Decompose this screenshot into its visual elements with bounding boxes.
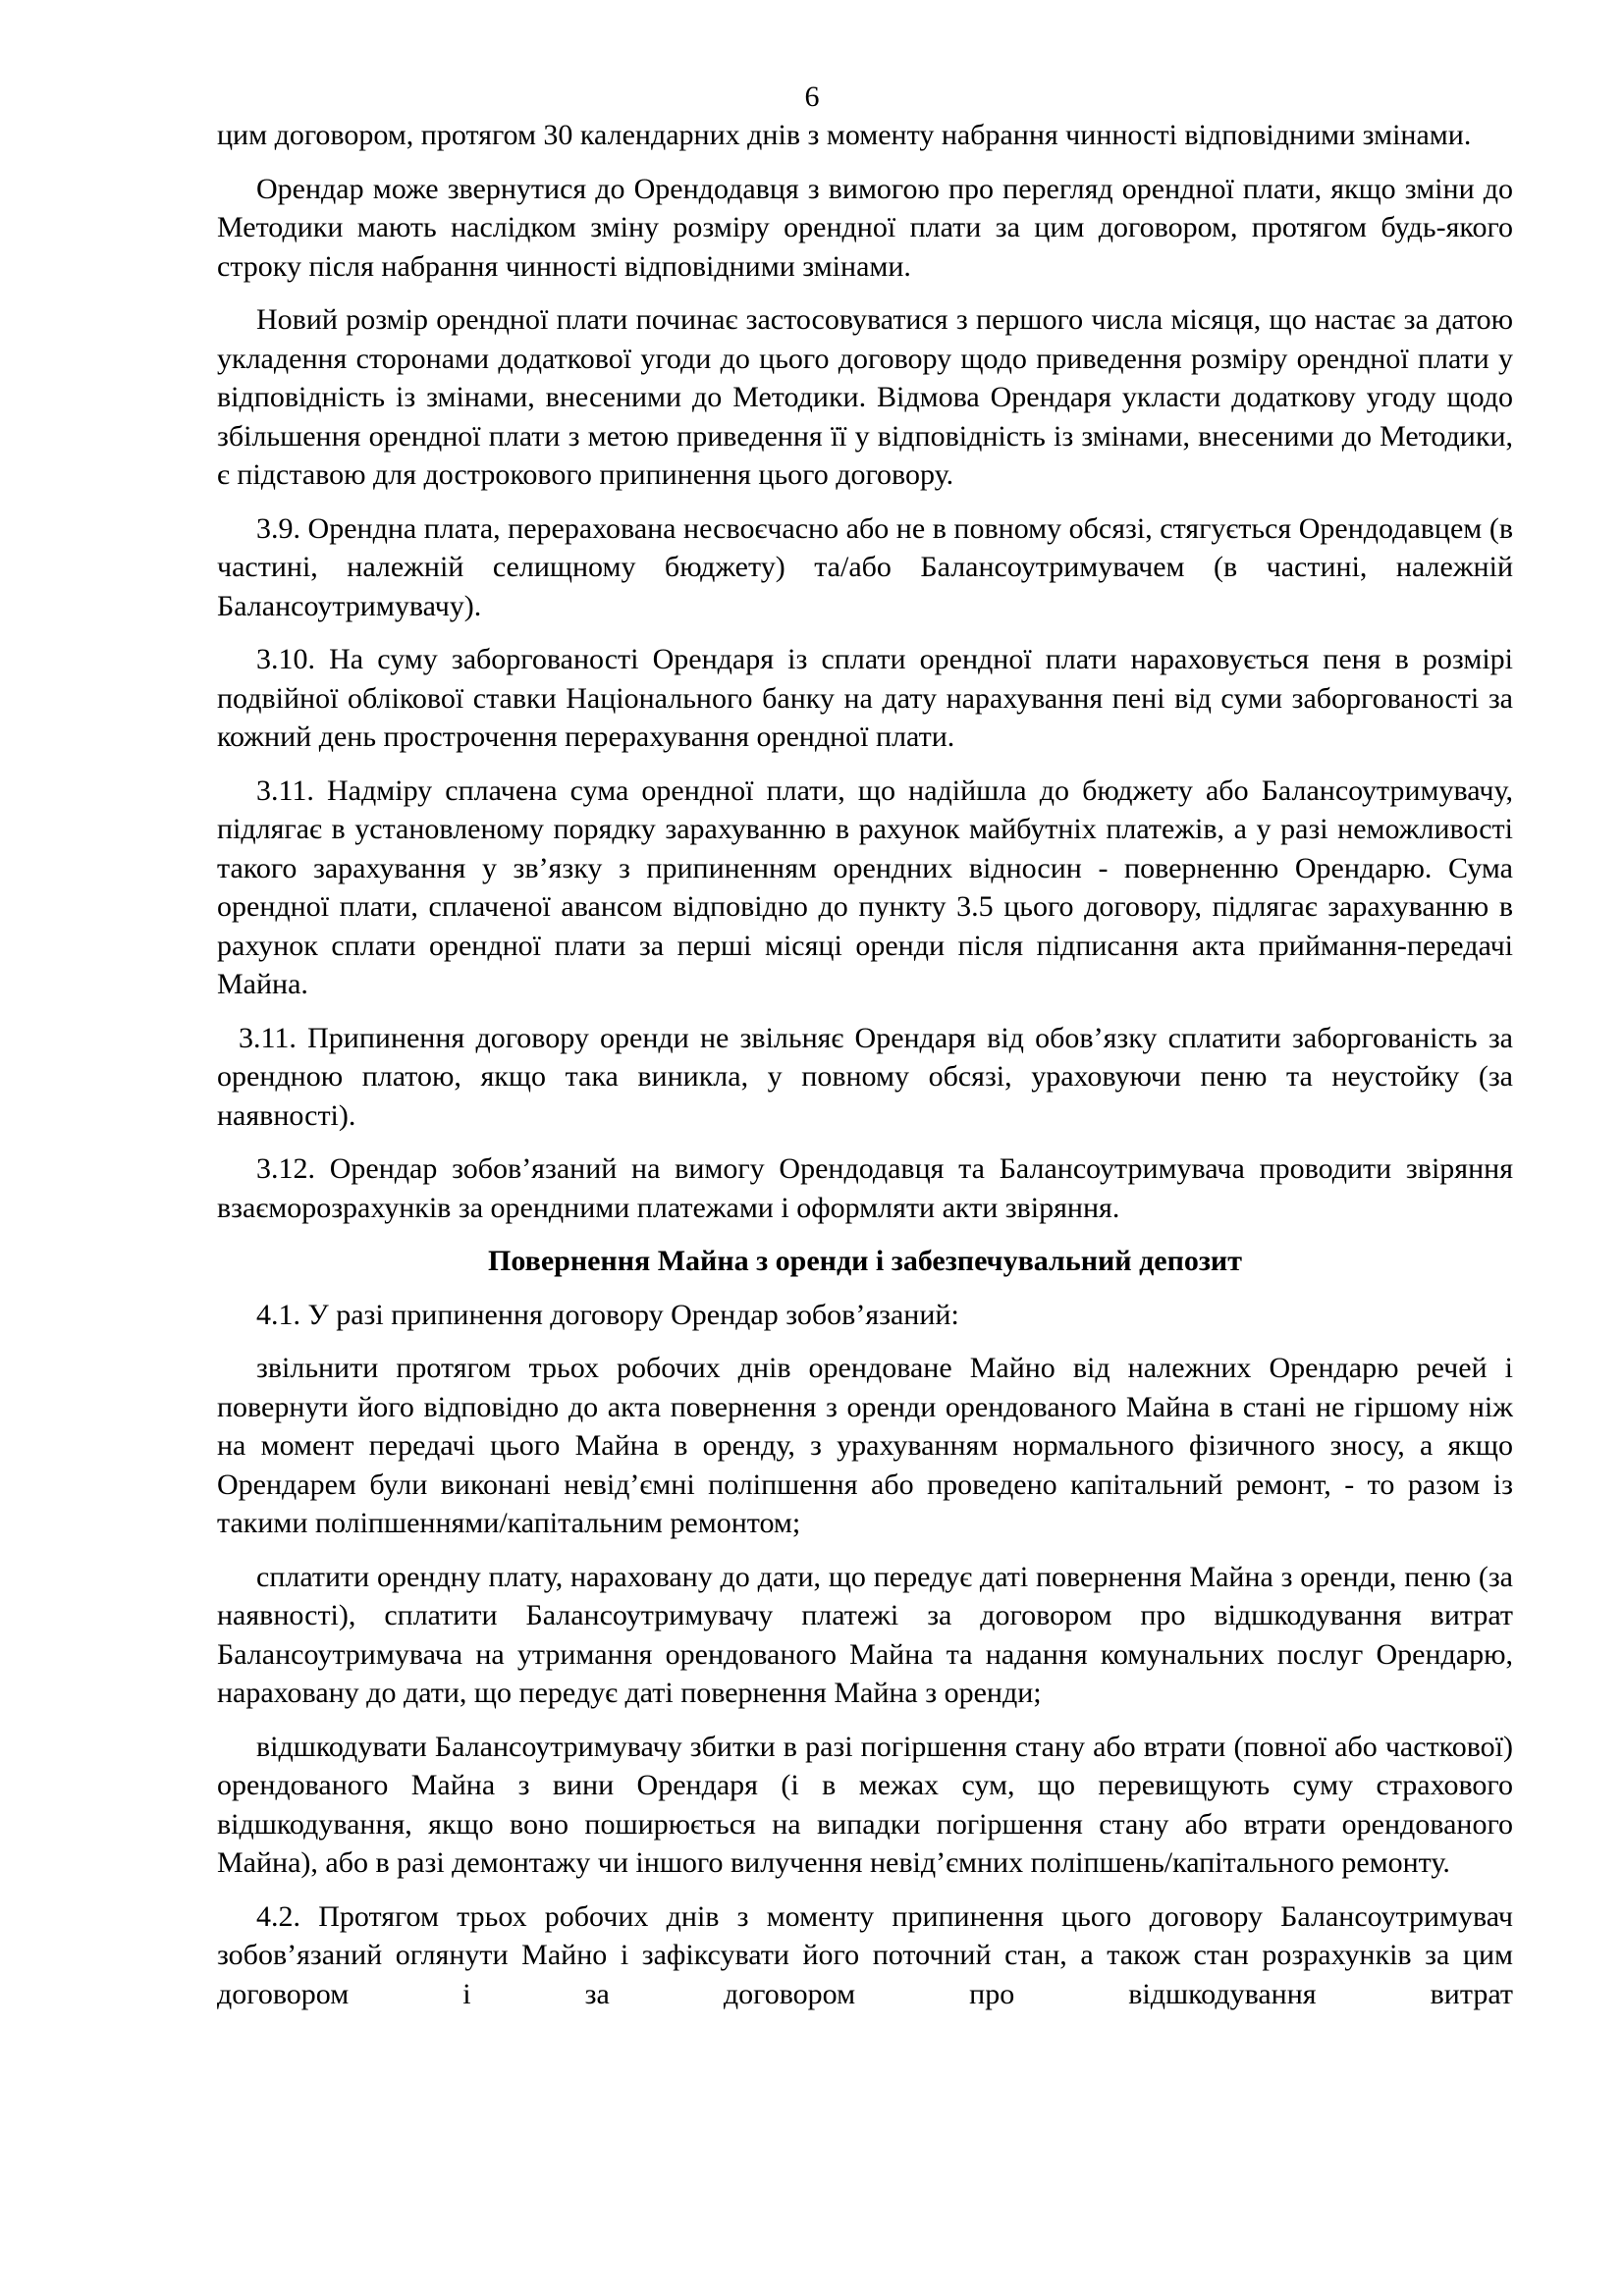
paragraph-clause-4-1: 4.1. У разі припинення договору Орендар зобов’язаний:: [256, 1298, 959, 1331]
paragraph-clause-3-9: 3.9. Орендна плата, перерахована несвоєчасно або не в повному обсязі, стягується Орендодавцем (в частині, належній селищному бюджету) та/або Балансоутримувачем (в частині, належній Балансоутримувачу).: [217, 511, 1513, 622]
paragraph-new-rent-amount: Новий розмір орендної плати починає застосовуватися з першого числа місяця, що настає за датою укладення сторонами додаткової угоди до цього договору щодо приведення розміру орендної плати у відповідність із змінами, внесеними до Методики. Відмова Орендаря укласти додаткову угоду щодо збільшення орендної плати з метою приведення її у відповідність із змінами, внесеними до Методики, є підставою для дострокового припинення цього договору.: [217, 303, 1513, 491]
paragraph-vacate-property: звільнити протягом трьох робочих днів орендоване Майно від належних Орендарю речей і повернути його відповідно до акта повернення з оренди орендованого Майна в стані не гіршому ніж на момент передачі цього Майна в оренду, з урахуванням нормального фізичного зносу, а якщо Орендарем були виконані невід’ємні поліпшення або проведено капітальний ремонт, - то разом із такими поліпшеннями/капітальним ремонтом;: [217, 1352, 1513, 1539]
section-heading: Повернення Майна з оренди і забезпечувальний депозит: [488, 1245, 1242, 1277]
paragraph-clause-3-10: 3.10. На суму заборгованості Орендаря із сплати орендної плати нараховується пеня в розмірі подвійної облікової ставки Національного банку на дату нарахування пені від суми заборгованості за кожний день прострочення перерахування орендної плати.: [217, 643, 1513, 753]
paragraph-clause-3-11-termination: 3.11. Припинення договору оренди не звільняє Орендаря від обов’язку сплатити заборгованість за орендною платою, якщо така виникла, у повному обсязі, ураховуючи пеню та неустойку (за наявності).: [217, 1021, 1513, 1132]
document-body: [217, 116, 1513, 2028]
paragraph-clause-3-12: 3.12. Орендар зобов’язаний на вимогу Орендодавця та Балансоутримувача проводити звіряння взаєморозрахунків за орендними платежами і оформляти акти звіряння.: [217, 1152, 1513, 1224]
page-number: 6: [804, 80, 820, 113]
paragraph-clause-4-2: 4.2. Протягом трьох робочих днів з моменту припинення цього договору Балансоутримувач зобов’язаний оглянути Майно і зафіксувати його поточний стан, а також стан розрахунків за цим договором і за договором про відшкодування витрат: [217, 1899, 1513, 2010]
paragraph-clause-3-11-overpayment: 3.11. Надміру сплачена сума орендної плати, що надійшла до бюджету або Балансоутримувачу, підлягає в установленому порядку зарахуванню в рахунок майбутніх платежів, а у разі неможливості такого зарахування у зв’язку з припиненням орендних відносин - поверненню Орендарю. Сума орендної плати, сплаченої авансом відповідно до пункту 3.5 цього договору, підлягає зарахуванню в рахунок сплати орендної плати за перші місяці оренди після підписання акта приймання-передачі Майна.: [217, 774, 1513, 1000]
paragraph-rent-review-request: Орендар може звернутися до Орендодавця з вимогою про перегляд орендної плати, якщо зміни до Методики мають наслідком зміну розміру орендної плати за цим договором, протягом будь-якого строку після набрання чинності відповідними змінами.: [217, 172, 1513, 283]
paragraph-pay-rent: сплатити орендну плату, нараховану до дати, що передує даті повернення Майна з оренди, пеню (за наявності), сплатити Балансоутримувачу платежі за договором про відшкодування витрат Балансоутримувача на утримання орендованого Майна та надання комунальних послуг Орендарю, нараховану до дати, що передує даті повернення Майна з оренди;: [217, 1560, 1513, 1709]
paragraph-continuation: цим договором, протягом 30 календарних днів з моменту набрання чинності відповідними змінами.: [217, 119, 1472, 151]
paragraph-compensate-damages: відшкодувати Балансоутримувачу збитки в разі погіршення стану або втрати (повної або часткової) орендованого Майна з вини Орендаря (і в межах сум, що перевищують суму страхового відшкодування, якщо воно поширюється на випадки погіршення стану або втрати орендованого Майна), або в разі демонтажу чи іншого вилучення невід’ємних поліпшень/капітального ремонту.: [217, 1730, 1513, 1879]
